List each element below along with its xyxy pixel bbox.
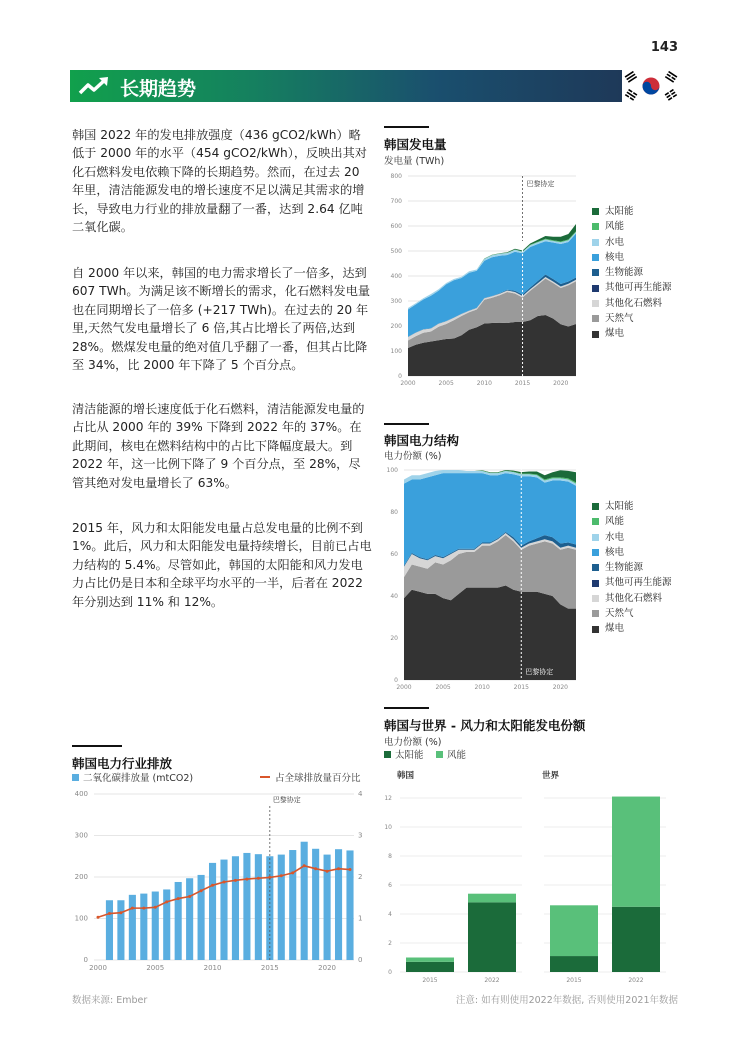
y-tick-label: 40 bbox=[390, 593, 398, 600]
legend-item bbox=[592, 591, 672, 606]
legend-swatch bbox=[592, 549, 599, 556]
share-point bbox=[245, 878, 248, 881]
y-tick-label: 400 bbox=[74, 790, 88, 798]
legend-label: 风能 bbox=[605, 221, 625, 233]
legend-item bbox=[592, 296, 672, 311]
legend-label: 太阳能 bbox=[605, 501, 634, 512]
legend-swatch bbox=[592, 503, 599, 510]
y-tick-label: 400 bbox=[390, 273, 402, 280]
legend-label: 生物能源 bbox=[605, 267, 644, 279]
footer-source: 数据来源: Ember bbox=[72, 995, 148, 1006]
x-tick-label: 2005 bbox=[438, 380, 454, 387]
bar bbox=[175, 882, 182, 960]
y-tick-label: 500 bbox=[390, 248, 402, 255]
legend-label: 其他可再生能源 bbox=[605, 282, 672, 294]
gen-chart-title: 韩国发电量 bbox=[384, 137, 447, 152]
y-tick-label: 0 bbox=[388, 969, 392, 976]
x-tick-label: 2022 bbox=[628, 977, 644, 984]
y-tick-label: 80 bbox=[390, 509, 398, 516]
legend-label: 天然气 bbox=[605, 313, 634, 325]
share-point bbox=[234, 879, 237, 882]
x-tick-label: 2015 bbox=[422, 977, 438, 984]
bar bbox=[163, 889, 170, 960]
paragraph-3: 清洁能源的增长速度低于化石燃料，清洁能源发电量的占比从 2000 年的 39% 下降到 2022 年的 37%。在此期间，核电在燃料结构中的占比下降幅度最大。到 2022 年，这一比例下降了 9 个百分点，至 28%，尽管其绝对发电量增长了 63%。 bbox=[72, 402, 365, 490]
bar bbox=[278, 855, 285, 960]
y2-tick-label: 0 bbox=[358, 956, 363, 964]
paragraph-2: 自 2000 年以来，韩国的电力需求增长了一倍多，达到 607 TWh。为满足该不断增长的需求，化石燃料发电量也在同期增长了一倍多 (+217 TWh)。在过去的 20 年里,天然气发电量增长了 6 倍,其占比增长了两倍,达到 28%。燃煤发电量的绝对值几乎翻了一番，但其占比降至 34%，比 2000 年下降了 5 个百分点。 bbox=[72, 266, 371, 373]
y-tick-label: 2 bbox=[388, 940, 392, 947]
y-tick-label: 20 bbox=[390, 635, 398, 642]
y2-tick-label: 2 bbox=[358, 873, 363, 881]
legend-label: 天然气 bbox=[605, 608, 634, 620]
y-tick-label: 100 bbox=[74, 914, 88, 923]
legend-swatch bbox=[592, 239, 599, 246]
x-tick-label: 2015 bbox=[260, 964, 279, 972]
legend-item bbox=[592, 575, 672, 590]
x-tick-label: 2000 bbox=[89, 964, 107, 972]
share-point bbox=[280, 874, 283, 877]
legend-label: 核电 bbox=[605, 546, 625, 558]
solar-bar bbox=[468, 902, 516, 972]
emis-chart-title: 韩国电力行业排放 bbox=[72, 756, 173, 771]
x-tick-label: 2020 bbox=[318, 964, 337, 972]
title-rule bbox=[384, 126, 429, 128]
legend-label: 风能 bbox=[447, 750, 467, 761]
title-rule bbox=[72, 745, 122, 747]
title-rule bbox=[384, 423, 429, 425]
y-tick-label: 8 bbox=[388, 853, 392, 860]
mix-chart-title: 韩国电力结构 bbox=[384, 433, 460, 448]
share-point bbox=[291, 871, 294, 874]
share-point bbox=[142, 907, 145, 910]
legend-label: 生物能源 bbox=[605, 562, 644, 574]
legend-item bbox=[592, 280, 672, 295]
legend-item bbox=[592, 545, 672, 560]
legend-label: 核电 bbox=[605, 251, 625, 263]
section-title: 长期趋势 bbox=[120, 78, 197, 100]
paris-label: 巴黎协定 bbox=[526, 180, 555, 188]
bar bbox=[289, 850, 296, 960]
legend-item bbox=[592, 514, 672, 529]
legend-swatch bbox=[592, 285, 599, 292]
share-point bbox=[223, 880, 226, 883]
y-tick-label: 0 bbox=[394, 677, 398, 684]
wind-bar bbox=[406, 958, 454, 962]
y-tick-label: 4 bbox=[388, 911, 392, 918]
y-tick-label: 600 bbox=[390, 223, 402, 230]
legend-swatch bbox=[592, 315, 599, 322]
share-point bbox=[314, 867, 317, 870]
legend-swatch bbox=[72, 774, 79, 781]
y-tick-label: 200 bbox=[390, 323, 402, 330]
bar bbox=[346, 850, 353, 960]
legend-item bbox=[592, 219, 672, 234]
x-tick-label: 2010 bbox=[474, 684, 490, 691]
bar bbox=[232, 856, 239, 960]
bar bbox=[255, 854, 262, 960]
legend-item bbox=[592, 311, 672, 326]
legend-swatch bbox=[592, 269, 599, 276]
paris-label: 巴黎协定 bbox=[525, 668, 554, 676]
legend-label: 风能 bbox=[605, 516, 625, 528]
mix-area-chart bbox=[384, 462, 584, 694]
bar bbox=[220, 860, 227, 960]
legend-item bbox=[592, 621, 672, 636]
footer-note: 注意: 如有则使用2022年数据, 否则使用2021年数据 bbox=[455, 995, 678, 1006]
ws-chart-ylabel: 电力份额 (%) bbox=[384, 737, 442, 748]
bar bbox=[140, 894, 147, 960]
paragraph-4: 2015 年，风力和太阳能发电量占总发电量的比例不到 1%。此后，风力和太阳能发电量持续增长，目前已占电力结构的 5.4%。尽管如此，韩国的太阳能和风力发电力占比仍是日本和全球平均水平的一半，后者在 2022 年分别达到 11% 和 12%。 bbox=[72, 521, 372, 609]
legend-swatch bbox=[592, 595, 599, 602]
solar-bar bbox=[550, 956, 598, 972]
share-point bbox=[188, 895, 191, 898]
legend-swatch bbox=[592, 580, 599, 587]
emissions-bar-chart bbox=[72, 768, 372, 978]
x-tick-label: 2020 bbox=[552, 684, 569, 691]
legend-item bbox=[592, 326, 672, 341]
y2-tick-label: 3 bbox=[358, 831, 363, 840]
legend-label: 占全球排放量百分比 bbox=[275, 773, 361, 784]
bar bbox=[335, 849, 342, 960]
wind-bar bbox=[468, 894, 516, 903]
wind-bar bbox=[612, 797, 660, 907]
page-number: 143 bbox=[650, 40, 678, 55]
share-point bbox=[349, 868, 352, 871]
y2-tick-label: 4 bbox=[358, 790, 363, 798]
y-tick-label: 6 bbox=[388, 882, 392, 889]
y-tick-label: 100 bbox=[386, 467, 398, 474]
y-tick-label: 300 bbox=[74, 831, 88, 840]
solar-bar bbox=[406, 962, 454, 972]
legend-swatch bbox=[592, 300, 599, 307]
x-tick-label: 2015 bbox=[514, 380, 531, 387]
share-point bbox=[119, 911, 122, 914]
legend-label: 煤电 bbox=[605, 328, 625, 340]
gen-legend bbox=[592, 204, 672, 342]
generation-area-chart bbox=[384, 166, 584, 391]
x-tick-label: 2015 bbox=[513, 684, 529, 691]
mix-chart-ylabel: 电力份额 (%) bbox=[384, 451, 442, 462]
legend-item bbox=[592, 235, 672, 250]
legend-label: 水电 bbox=[605, 236, 625, 248]
x-tick-label: 2015 bbox=[566, 977, 582, 984]
group-title: 韩国 bbox=[397, 771, 415, 781]
group-title: 世界 bbox=[542, 771, 560, 781]
share-point bbox=[177, 897, 180, 900]
share-point bbox=[131, 907, 134, 910]
legend-label: 其他化石燃料 bbox=[605, 592, 663, 604]
legend-item bbox=[592, 560, 672, 575]
x-tick-label: 2000 bbox=[400, 380, 416, 387]
x-tick-label: 2000 bbox=[396, 684, 412, 691]
legend-label: 其他化石燃料 bbox=[605, 297, 663, 309]
legend-swatch bbox=[592, 626, 599, 633]
legend-label: 二氧化碳排放量 (mtCO2) bbox=[83, 773, 194, 784]
y-tick-label: 800 bbox=[390, 173, 402, 180]
legend-swatch bbox=[592, 254, 599, 261]
share-point bbox=[108, 912, 111, 915]
korea-flag-icon bbox=[622, 70, 680, 102]
bar bbox=[117, 900, 124, 960]
bar bbox=[243, 853, 250, 960]
y-tick-label: 0 bbox=[83, 956, 88, 964]
wind-solar-bar-chart bbox=[384, 746, 684, 986]
share-point bbox=[257, 877, 260, 880]
y-tick-label: 700 bbox=[390, 198, 402, 205]
y-tick-label: 10 bbox=[384, 824, 392, 831]
title-rule bbox=[384, 707, 429, 709]
legend-label: 太阳能 bbox=[605, 206, 634, 217]
wind-bar bbox=[550, 905, 598, 956]
gen-chart-ylabel: 发电量 (TWh) bbox=[384, 156, 445, 167]
x-tick-label: 2005 bbox=[435, 684, 451, 691]
legend-item bbox=[592, 606, 672, 621]
x-tick-label: 2020 bbox=[553, 380, 569, 387]
solar-bar bbox=[612, 907, 660, 972]
x-tick-label: 2010 bbox=[476, 380, 493, 387]
bar bbox=[209, 863, 216, 960]
share-point bbox=[326, 870, 329, 873]
x-tick-label: 2022 bbox=[484, 977, 500, 984]
legend-label: 水电 bbox=[605, 531, 625, 543]
legend-swatch bbox=[436, 751, 443, 758]
legend-swatch bbox=[592, 564, 599, 571]
bar bbox=[106, 900, 113, 960]
legend-item bbox=[592, 265, 672, 280]
legend-item bbox=[592, 499, 672, 514]
y-tick-label: 60 bbox=[390, 551, 398, 558]
y-tick-label: 0 bbox=[398, 373, 402, 380]
legend-label: 太阳能 bbox=[395, 750, 424, 761]
mix-legend bbox=[592, 499, 672, 637]
legend-label: 煤电 bbox=[605, 623, 625, 635]
legend-swatch bbox=[592, 518, 599, 525]
legend-swatch bbox=[592, 534, 599, 541]
share-point bbox=[303, 864, 306, 867]
paris-label: 巴黎协定 bbox=[272, 796, 301, 804]
bar bbox=[198, 875, 205, 960]
share-point bbox=[200, 889, 203, 892]
legend-swatch bbox=[592, 208, 599, 215]
share-point bbox=[154, 906, 157, 909]
y-tick-label: 300 bbox=[390, 298, 402, 305]
bar bbox=[152, 892, 159, 960]
ws-chart-title: 韩国与世界 - 风力和太阳能发电份额 bbox=[384, 718, 586, 733]
legend-item bbox=[592, 530, 672, 545]
x-tick-label: 2005 bbox=[146, 964, 165, 972]
legend-swatch bbox=[384, 751, 391, 758]
area-series bbox=[404, 586, 576, 681]
legend-item bbox=[592, 204, 672, 219]
y2-tick-label: 1 bbox=[358, 914, 363, 923]
bar bbox=[301, 842, 308, 960]
legend-swatch bbox=[592, 331, 599, 338]
share-point bbox=[211, 884, 214, 887]
y-tick-label: 12 bbox=[384, 795, 392, 802]
y-tick-label: 200 bbox=[74, 873, 88, 881]
bar bbox=[186, 878, 193, 960]
legend-swatch bbox=[592, 610, 599, 617]
share-point bbox=[97, 916, 100, 919]
legend-label: 其他可再生能源 bbox=[605, 577, 672, 589]
section-banner bbox=[70, 70, 680, 102]
share-point bbox=[337, 867, 340, 870]
paragraph-1: 韩国 2022 年的发电排放强度（436 gCO2/kWh）略低于 2000 年的水平（454 gCO2/kWh），反映出其对化石燃料发电依赖下降的长期趋势。然而，在过去 20 年里，清洁能源发电的增长速度不足以满足其需求的增长，导致电力行业的排放量翻了一番，达到 2.64 亿吨二氧化碳。 bbox=[72, 128, 367, 235]
y-tick-label: 100 bbox=[390, 348, 402, 355]
x-tick-label: 2010 bbox=[203, 964, 222, 972]
legend-item bbox=[592, 250, 672, 265]
legend-swatch bbox=[592, 223, 599, 230]
bar bbox=[129, 895, 136, 960]
trend-arrow-icon bbox=[78, 75, 110, 97]
share-point bbox=[165, 900, 168, 903]
bar bbox=[312, 849, 319, 960]
